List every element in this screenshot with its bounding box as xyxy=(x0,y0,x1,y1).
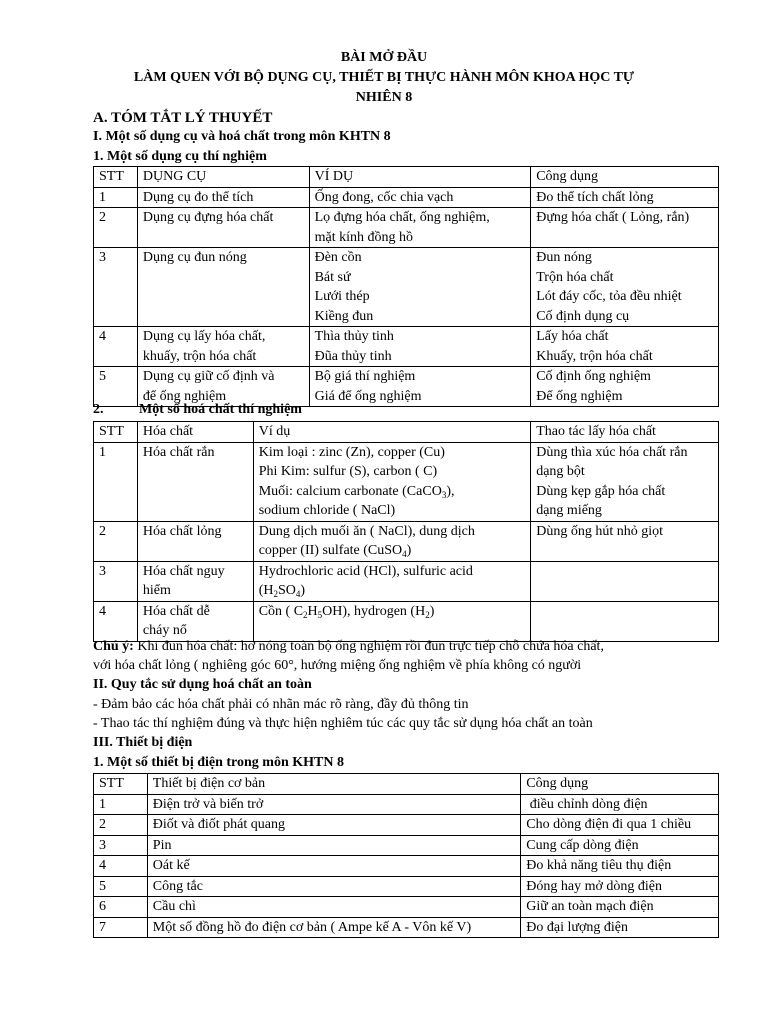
cell-line: Bộ giá thí nghiệm xyxy=(314,369,416,384)
cell-line: Lọ đựng hóa chất, ống nghiệm, xyxy=(314,210,490,225)
stt-cell: 3 xyxy=(94,248,138,327)
note-label: Chú ý: xyxy=(93,639,134,654)
operation-cell xyxy=(531,561,719,601)
cell-line: Cố định dụng cụ xyxy=(536,308,630,324)
cell-line: Đèn cồn xyxy=(314,250,362,265)
table-row xyxy=(94,917,719,938)
example-cell xyxy=(309,327,531,367)
use-cell: điều chỉnh dòng điện xyxy=(521,794,719,815)
cell-line: dạng miếng xyxy=(536,503,602,518)
cell-line: cháy nổ xyxy=(142,623,187,638)
example-cell xyxy=(309,208,531,248)
lesson-subtitle: LÀM QUEN VỚI BỘ DỤNG CỤ, THIẾT BỊ THỰC HÀNH MÔN KHOA HỌC TỰ xyxy=(133,70,635,85)
subscript: 5 xyxy=(317,609,323,620)
stt-cell: 2 xyxy=(94,208,138,248)
device-cell: Điện trở và biến trở xyxy=(147,794,520,815)
table-row xyxy=(94,248,719,327)
section-ii-heading: II. Quy tắc sử dụng hoá chất an toàn xyxy=(93,677,312,692)
tool-cell xyxy=(137,327,309,367)
stt-cell: 1 xyxy=(94,187,138,208)
header-cell: Thao tác lấy hóa chất xyxy=(531,422,719,443)
operation-cell xyxy=(531,601,719,641)
subsection-electrical-heading: 1. Một số thiết bị điện trong môn KHTN 8 xyxy=(93,755,344,770)
stt-cell: 3 xyxy=(94,835,148,856)
table-row xyxy=(94,601,719,641)
chemicals-table xyxy=(93,421,719,642)
stt-cell: 2 xyxy=(94,815,148,836)
text-part: (H xyxy=(258,583,274,598)
cell-line: Lưới thép xyxy=(314,289,370,304)
table-row xyxy=(94,367,719,407)
chemical-cell: Hóa chất rắn xyxy=(137,442,253,521)
note-line xyxy=(93,639,604,655)
use-cell xyxy=(531,248,719,327)
text-part: H xyxy=(307,603,318,619)
table-row xyxy=(94,876,719,897)
text-part: ) xyxy=(300,583,306,598)
use-cell xyxy=(531,187,719,208)
section-i-heading: I. Một số dụng cụ và hoá chất trong môn KHTN 8 xyxy=(93,129,391,144)
use-cell: Đóng hay mở dòng điện xyxy=(521,876,719,897)
cell-line: Lót đáy cốc, tỏa đều nhiệt xyxy=(536,289,682,304)
use-cell: Cho dòng điện đi qua 1 chiều xyxy=(521,815,719,836)
table-header-row xyxy=(94,774,719,795)
cell-line: Kiềng đun xyxy=(314,308,374,324)
example-cell xyxy=(309,248,531,327)
cell-line: Đựng hóa chất ( Lỏng, rắn) xyxy=(536,210,690,225)
header-cell: DỤNG CỤ xyxy=(137,167,309,188)
note-text: Khi đun hóa chất: hơ nóng toàn bộ ống nghiệm rồi đun trực tiếp chỗ chứa hóa chất, xyxy=(133,639,604,654)
example-cell xyxy=(253,601,531,641)
header-cell: STT xyxy=(94,774,148,795)
lab-tools-table xyxy=(93,166,719,407)
text-part: SO xyxy=(277,583,296,598)
stt-cell: 4 xyxy=(94,601,138,641)
table-row xyxy=(94,442,719,521)
cell-line: sodium chloride ( NaCl) xyxy=(258,503,396,518)
table-row xyxy=(94,794,719,815)
subscript: 4 xyxy=(402,549,407,559)
table-row xyxy=(94,521,719,561)
text-part: ) xyxy=(406,543,412,558)
cell-line: Hóa chất nguy xyxy=(142,563,225,579)
header-cell: Thiết bị điện cơ bản xyxy=(147,774,520,795)
table-row xyxy=(94,208,719,248)
safety-rule: - Đảm bảo các hóa chất phải có nhãn mác rõ ràng, đầy đủ thông tin xyxy=(93,697,469,712)
text-part: copper (II) sulfate (CuSO xyxy=(258,543,403,558)
header-cell: Công dụng xyxy=(521,774,719,795)
stt-cell: 3 xyxy=(94,561,138,601)
subscript: 2 xyxy=(273,589,278,599)
cell-line: Dùng ống hút nhỏ giọt xyxy=(536,523,663,539)
cell-line: Dùng thìa xúc hóa chất rắn xyxy=(536,444,688,460)
cell-line: Bát sứ xyxy=(314,269,351,285)
device-cell: Cầu chì xyxy=(147,897,520,918)
cell-line: Dùng kẹp gắp hóa chất xyxy=(536,483,666,499)
use-cell: Đo đại lượng điện xyxy=(521,917,719,938)
cell-line: dạng bột xyxy=(536,464,585,479)
subsection-1-heading: 1. Một số dụng cụ thí nghiệm xyxy=(93,149,267,164)
cell-line: hiểm xyxy=(142,583,171,598)
note-line-2: với hóa chất lỏng ( nghiêng góc 60°, hướng miệng ống nghiệm về phía không có người xyxy=(93,658,582,673)
table-header-row xyxy=(94,167,719,188)
cell-line xyxy=(259,482,526,502)
table-row xyxy=(94,897,719,918)
subscript: 2 xyxy=(303,609,308,620)
header-cell: Công dụng xyxy=(531,167,719,188)
chemical-cell xyxy=(137,561,253,601)
text-part: ), xyxy=(446,483,455,499)
device-cell: Công tắc xyxy=(147,876,520,897)
cell-line xyxy=(259,581,526,601)
table-row xyxy=(94,835,719,856)
subscript: 3 xyxy=(441,489,447,500)
text-part: Muối: calcium carbonate (CaCO xyxy=(258,483,442,499)
header-cell: Ví dụ xyxy=(253,422,531,443)
stt-cell: 1 xyxy=(94,794,148,815)
operation-cell xyxy=(531,521,719,561)
cell-line: Đun nóng xyxy=(536,250,592,265)
cell-line: Giá để ống nghiệm xyxy=(314,388,422,404)
section-iii-heading: III. Thiết bị điện xyxy=(93,735,193,750)
cell-line xyxy=(259,541,526,561)
tool-cell xyxy=(137,208,309,248)
example-cell xyxy=(309,187,531,208)
table-header-row xyxy=(94,422,719,443)
electrical-devices-table xyxy=(93,773,719,938)
safety-rule: - Thao tác thí nghiệm đúng và thực hiện nghiêm túc các quy tắc sử dụng hóa chất an toàn xyxy=(93,716,593,731)
use-cell xyxy=(531,208,719,248)
example-cell xyxy=(253,561,531,601)
cell-line: Dụng cụ đun nóng xyxy=(142,250,247,265)
cell-line: Dụng cụ đựng hóa chất xyxy=(142,210,274,225)
lesson-subtitle-continued: NHIÊN 8 xyxy=(355,90,413,105)
header-cell: VÍ DỤ xyxy=(309,167,531,188)
tool-cell xyxy=(137,248,309,327)
tool-cell xyxy=(137,367,309,407)
use-cell xyxy=(531,367,719,407)
text-part: Cồn ( C xyxy=(258,603,304,619)
subscript: 4 xyxy=(295,589,301,599)
section-a-heading: A. TÓM TẮT LÝ THUYẾT xyxy=(93,110,273,126)
cell-line: Thìa thủy tinh xyxy=(314,329,394,344)
table-row xyxy=(94,327,719,367)
stt-cell: 4 xyxy=(94,856,148,877)
stt-cell: 7 xyxy=(94,917,148,938)
cell-line: Để ống nghiệm xyxy=(536,388,623,404)
table-row xyxy=(94,856,719,877)
cell-line: Ống đong, cốc chia vạch xyxy=(314,189,454,205)
subscript: 2 xyxy=(425,609,430,620)
cell-line: mặt kính đồng hồ xyxy=(314,229,413,245)
device-cell: Oát kế xyxy=(147,856,520,877)
operation-cell xyxy=(531,442,719,521)
cell-line: Đũa thủy tinh xyxy=(314,348,392,364)
device-cell: Một số đồng hồ đo điện cơ bản ( Ampe kế A - Vôn kế V) xyxy=(147,917,520,938)
cell-line: Dung dịch muối ăn ( NaCl), dung dịch xyxy=(258,523,475,539)
chemical-cell: Hóa chất lỏng xyxy=(137,521,253,561)
table-row xyxy=(94,815,719,836)
device-cell: Pin xyxy=(147,835,520,856)
header-cell: Hóa chất xyxy=(137,422,253,443)
example-cell xyxy=(253,442,531,521)
stt-cell: 2 xyxy=(94,521,138,561)
cell-line: Hóa chất dễ xyxy=(142,603,210,619)
cell-line: Khuấy, trộn hóa chất xyxy=(536,348,653,364)
cell-line: Kim loại : zinc (Zn), copper (Cu) xyxy=(258,444,445,460)
example-cell xyxy=(309,367,531,407)
tool-cell xyxy=(137,187,309,208)
text-part: ) xyxy=(429,603,435,619)
table-row xyxy=(94,561,719,601)
cell-line: Lấy hóa chất xyxy=(536,329,609,344)
use-cell: Đo khả năng tiêu thụ điện xyxy=(521,856,719,877)
table-row xyxy=(94,187,719,208)
cell-line: Dụng cụ giữ cố định và xyxy=(142,369,275,384)
cell-line: Đo thể tích chất lỏng xyxy=(536,189,654,205)
lesson-title: BÀI MỞ ĐẦU xyxy=(340,50,428,65)
subsection-2-heading: Một số hoá chất thí nghiệm xyxy=(139,402,302,417)
cell-line: Phi Kim: sulfur (S), carbon ( C) xyxy=(258,464,438,479)
device-cell: Điốt và điốt phát quang xyxy=(147,815,520,836)
cell-line: để ống nghiệm xyxy=(142,388,227,404)
cell-line: Hydrochloric acid (HCl), sulfuric acid xyxy=(258,563,473,579)
stt-cell: 5 xyxy=(94,367,138,407)
cell-line: Dụng cụ đo thể tích xyxy=(142,189,254,205)
cell-line: Dụng cụ lấy hóa chất, xyxy=(142,329,266,344)
cell-line: Cố định ống nghiệm xyxy=(536,369,651,384)
use-cell xyxy=(531,327,719,367)
cell-line: Trộn hóa chất xyxy=(536,269,614,285)
subsection-2-number: 2. xyxy=(93,402,104,417)
stt-cell: 1 xyxy=(94,442,138,521)
cell-line xyxy=(259,602,526,622)
text-part: OH), hydrogen (H xyxy=(322,603,426,619)
chemical-cell xyxy=(137,601,253,641)
use-cell: Cung cấp dòng điện xyxy=(521,835,719,856)
cell-line: khuấy, trộn hóa chất xyxy=(142,348,257,364)
use-cell: Giữ an toàn mạch điện xyxy=(521,897,719,918)
stt-cell: 4 xyxy=(94,327,138,367)
stt-cell: 6 xyxy=(94,897,148,918)
example-cell xyxy=(253,521,531,561)
header-cell: STT xyxy=(94,422,138,443)
stt-cell: 5 xyxy=(94,876,148,897)
header-cell: STT xyxy=(94,167,138,188)
